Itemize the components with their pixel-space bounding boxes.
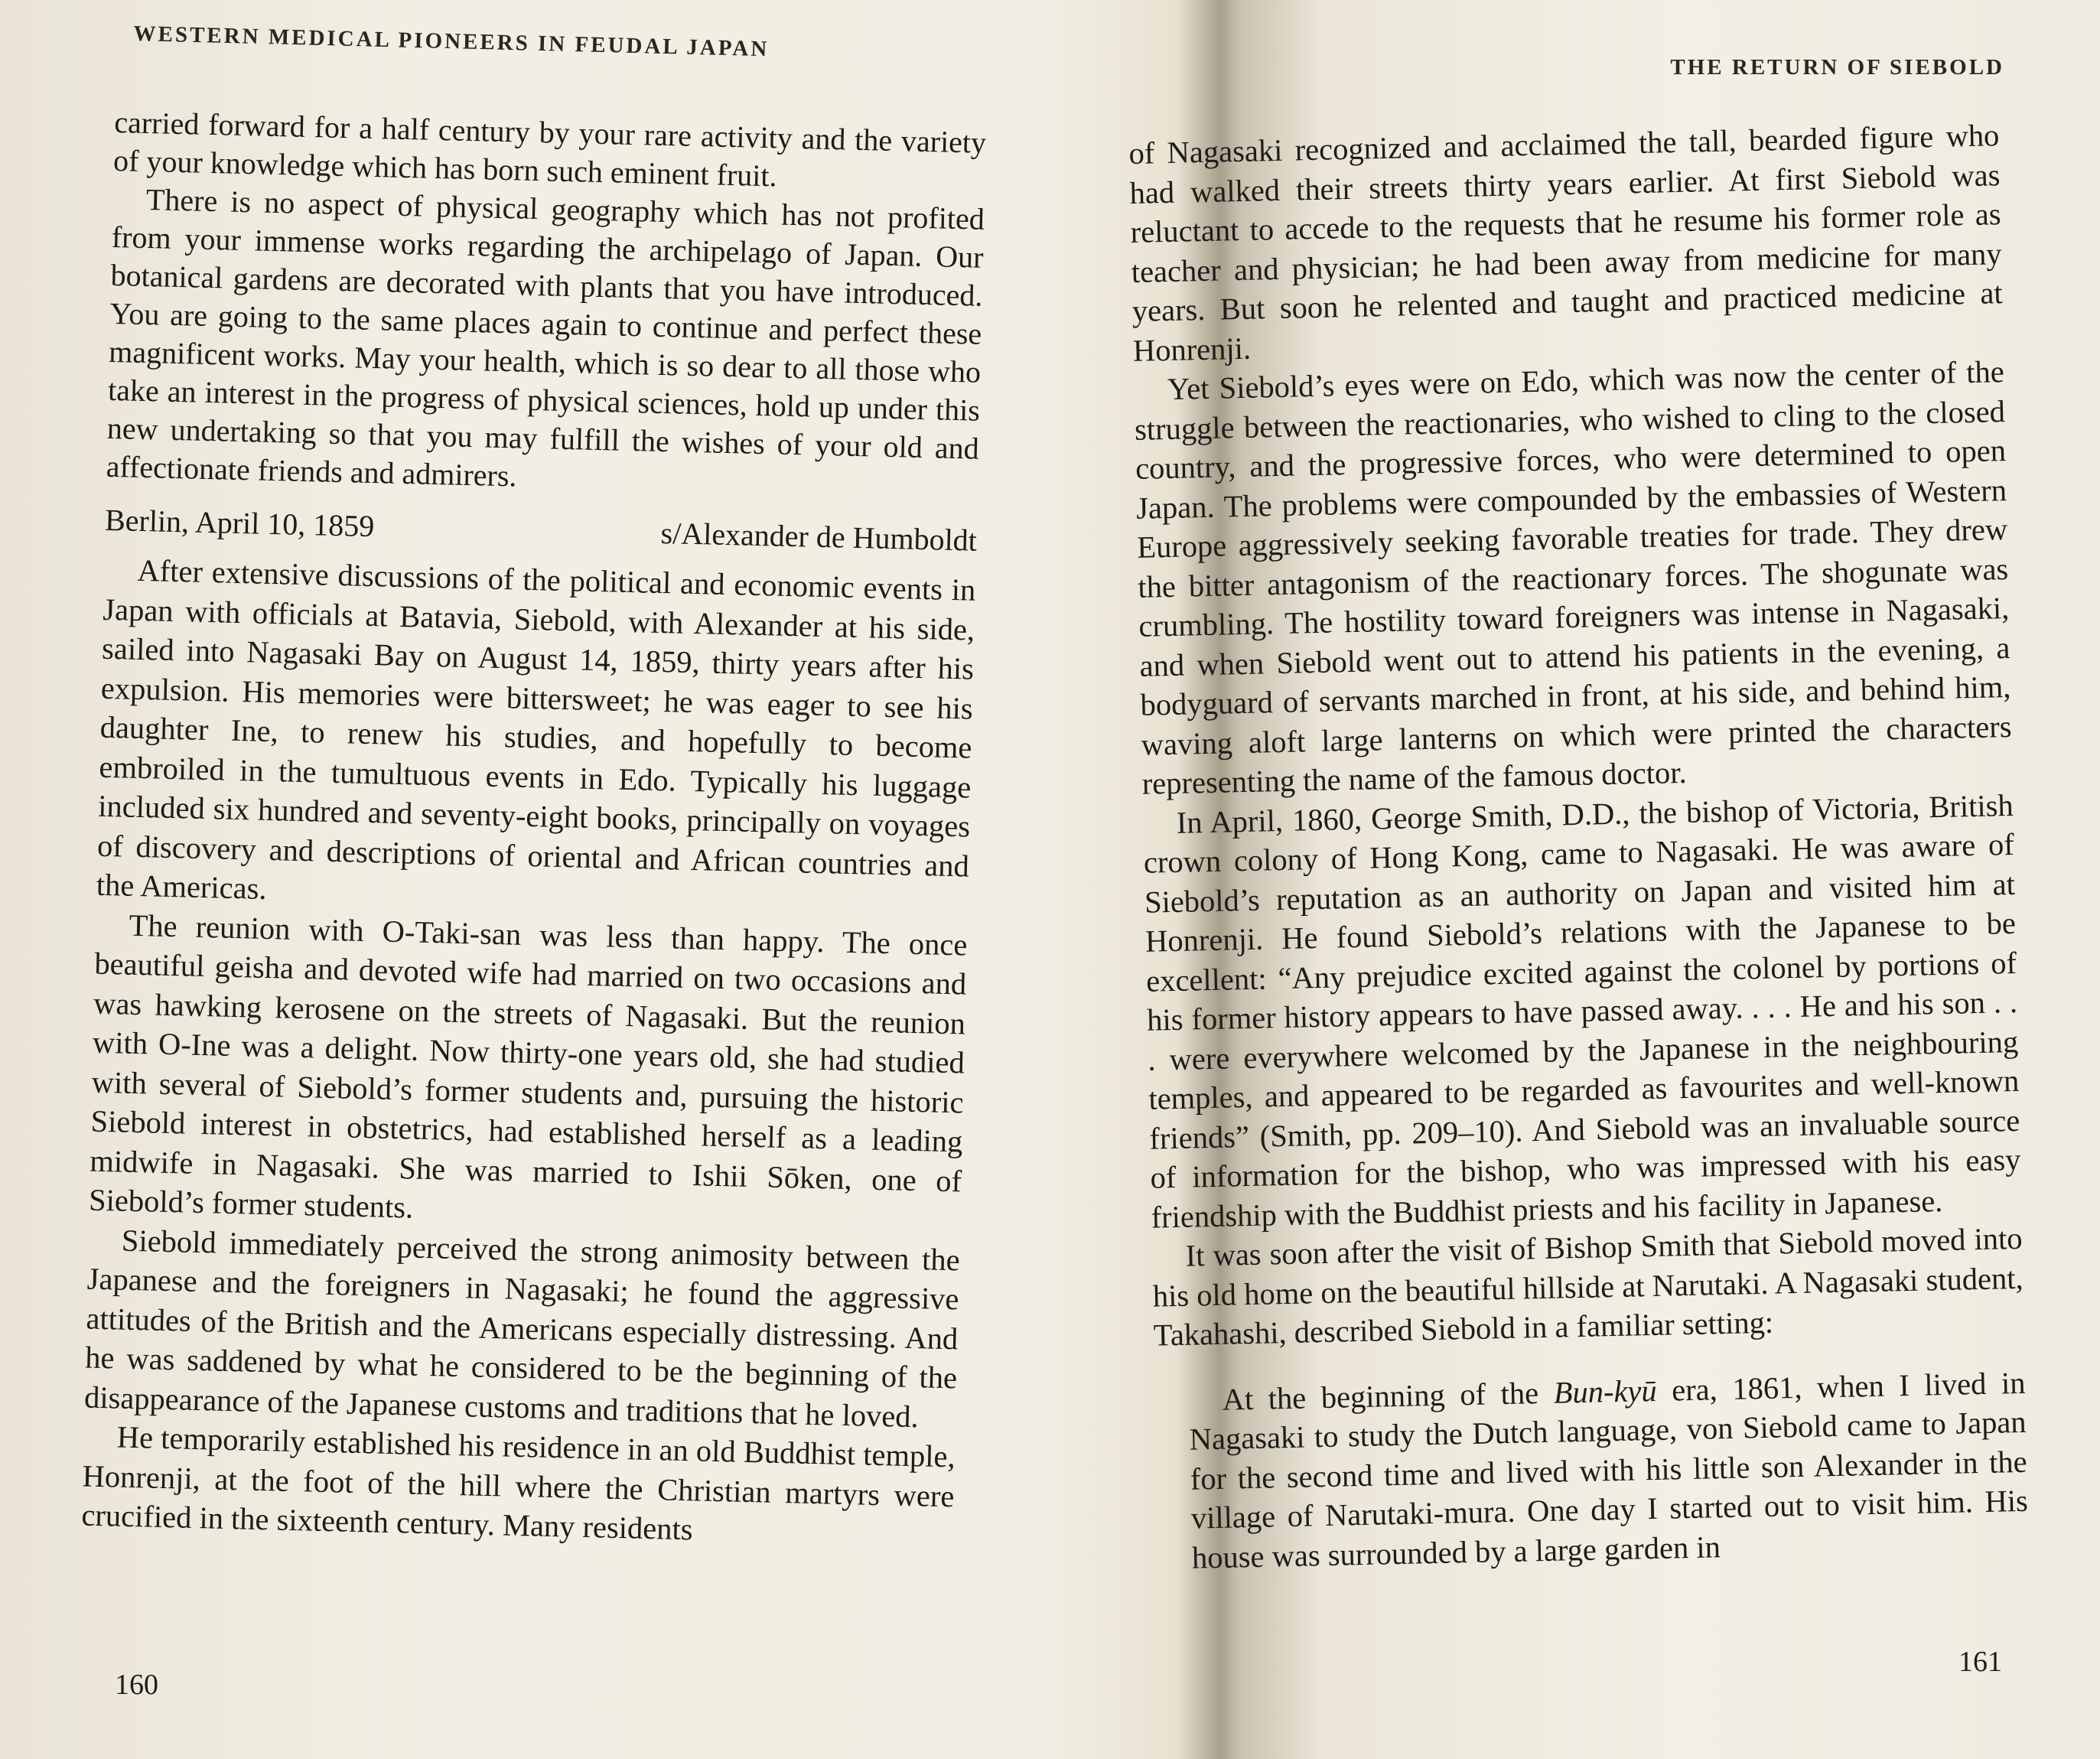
running-head-right: THE RETURN OF SIEBOLD xyxy=(1670,55,2004,80)
body-paragraph: In April, 1860, George Smith, D.D., the bishop of Victoria, British crown colony of Hong Kong, came to Nagasaki. He was aware of Siebold’s reputation as an authority on Japan and visited him at Honrenji. He found Siebold’s relations with the Japanese to be excellent: “Any prejudice excited against the colonel by portions of his former history appears to have passed away. . . . He and his son . . . were everywhere welcomed by the Japanese in the neighbouring temples, and appeared to be regarded as favourites and well-known friends” (Smith, pp. 209–10). And Siebold was an invaluable source of information for the bishop, who was impressed with his easy friendship with the Buddhist priests and his facility in Japanese. xyxy=(1143,787,2021,1235)
letter-place-date: Berlin, April 10, 1859 xyxy=(104,502,375,544)
quotation-text: At the beginning of the xyxy=(1222,1375,1555,1417)
left-page xyxy=(0,0,1033,1759)
humboldt-letter xyxy=(105,103,987,560)
letter-paragraph: There is no aspect of physical geography which has not profited from your immense works regarding the archipelago of Japan. Our botanical gardens are decorated with plants that you have introduced. You are going to the same places again to continue and perfect these magnificent works. May your health, which is so dear to all those who take an interest in the progress of physical sciences, hold up under this new undertaking so that you may fulfill the wishes of your old and affectionate friends and admirers. xyxy=(106,182,985,493)
running-head-left: WESTERN MEDICAL PIONEERS IN FEUDAL JAPAN xyxy=(133,21,770,62)
body-paragraph: Yet Siebold’s eyes were on Edo, which was now the center of the struggle between the reactionaries, who wished to cling to the closed country, and the progressive forces, who were determined to open Japan. The problems were compounded by the embassies of Western Europe aggressively seeking favorable treaties for trade. They drew the bitter antagonism of the reactionary forces. The shogunate was crumbling. The hostility toward foreigners was intense in Nagasaki, and when Siebold went out to attend his patients in the evening, a bodyguard of servants marched in front, at his side, and behind him, waving aloft large lanterns on which were printed the characters representing the name of the famous doctor. xyxy=(1134,354,2012,801)
letter-paragraph: carried forward for a half century by your rare activity and the variety of your knowledge which has born such eminent fruit. xyxy=(112,104,987,194)
body-paragraph: It was soon after the visit of Bishop Smith that Siebold moved into his old home on the beautiful hillside at Narutaki. A Nagasaki student, Takahashi, described Siebold in a familiar setting: xyxy=(1152,1220,2024,1353)
block-quotation xyxy=(1154,1363,2029,1578)
page-number-left: 160 xyxy=(115,1669,158,1701)
body-paragraph: Siebold immediately perceived the strong animosity between the Japanese and the foreigners in Nagasaki; he found the aggressive attitudes of the British and the Americans especially distressing. And he was saddened by what he considered to be the beginning of the disappearance of the Japanese customs and traditions that he loved. xyxy=(83,1223,961,1434)
quotation-text: era, 1861, when I lived in Nagasaki to study the Dutch language, von Siebold came to Japan for the second time and lived with his little son Alexander in the village of Narutaki-mura. One day I started out to visit him. His house was surrounded by a large garden in xyxy=(1189,1365,2029,1575)
body-paragraph: He temporarily established his residence in an old Buddhist temple, Honrenji, at the foot of the hill where the Christian martyrs were crucified in the sixteenth century. Many residents xyxy=(80,1419,956,1547)
body-paragraph: After extensive discussions of the political and economic events in Japan with officials at Batavia, Siebold, with Alexander at his side, sailed into Nagasaki Bay on August 14, 1859, thirty years after his expulsion. His memories were bittersweet; he was eager to see his daughter Ine, to renew his studies, and hopefully to become embroiled in the tumultuous events in Edo. Typically his luggage included six hundred and seventy-eight books, principally on voyages of discovery and descriptions of oriental and African countries and the Americas. xyxy=(96,552,976,906)
body-paragraph: The reunion with O-Taki-san was less than happy. The once beautiful geisha and devoted wife had married on two occasions and was hawking kerosene on the streets of Nagasaki. But the reunion with O-Ine was a delight. Now thirty-one years old, she had studied with several of Siebold’s former students and, pursuing the historic Siebold interest in obstetrics, had established herself as a leading midwife in Nagasaki. She was married to Ishii Sōken, one of Siebold’s former students. xyxy=(88,907,968,1225)
right-page xyxy=(1056,0,2100,1759)
left-page-text xyxy=(81,103,987,1555)
page-number-right: 161 xyxy=(1958,1646,2002,1678)
quotation-paragraph xyxy=(1188,1363,2029,1577)
letter-closing xyxy=(105,501,978,560)
body-paragraph: of Nagasaki recognized and acclaimed the tall, bearded figure who had walked their streets thirty years earlier. At first Siebold was reluctant to accede to the requests that he resume his former role as teacher and physician; he had been away from medicine for many years. But soon he relented and taught and practiced medicine at Honrenji. xyxy=(1128,118,2004,368)
right-page-text xyxy=(1128,116,2029,1578)
era-name: Bun-kyū xyxy=(1553,1373,1658,1410)
letter-signature: s/Alexander de Humboldt xyxy=(660,515,978,558)
